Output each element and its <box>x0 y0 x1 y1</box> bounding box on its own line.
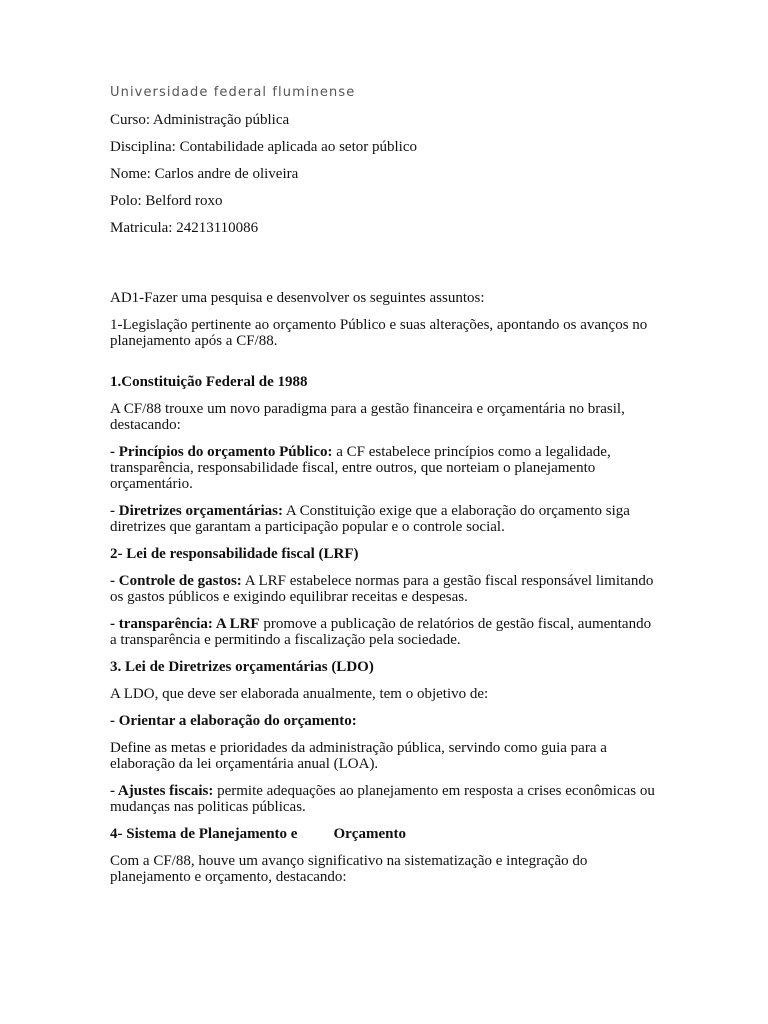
section3-item1-label-line <box>110 713 658 729</box>
section2-item1-text: A LRF estabelece normas para a gestão fiscal responsável limitando os gastos públicos e exigindo equilibrar receitas e despesas. <box>110 573 654 605</box>
section2-item1 <box>110 573 658 605</box>
section1-heading-text: 1.Constituição Federal de 1988 <box>110 374 308 390</box>
section3-intro: A LDO, que deve ser elaborada anualmente, tem o objetivo de: <box>110 686 489 702</box>
section1-item1-text: a CF estabelece princípios como a legalidade, transparência, responsabilidade fiscal, entre outros, que norteiam o planejamento orçamentário. <box>110 444 611 492</box>
section3-heading-text: 3. Lei de Diretrizes orçamentárias (LDO) <box>110 659 374 675</box>
section3-item1-label: - Orientar a elaboração do orçamento: <box>110 713 357 729</box>
document-page <box>110 84 658 896</box>
assignment-question: 1-Legislação pertinente ao orçamento Público e suas alterações, apontando os avanços no planejamento após a CF/88. <box>110 317 648 349</box>
university-name: Universidade federal fluminense <box>110 85 356 100</box>
section4-heading-part2: Orçamento <box>333 826 406 842</box>
section1-intro: A CF/88 trouxe um novo paradigma para a gestão financeira e orçamentária no brasil, destacando: <box>110 401 625 433</box>
pole-line: Polo: Belford roxo <box>110 193 223 209</box>
discipline-line: Disciplina: Contabilidade aplicada ao setor público <box>110 139 417 155</box>
section2-item2-text: promove a publicação de relatórios de gestão fiscal, aumentando a transparência e permitindo a fiscalização pela sociedade. <box>110 616 652 648</box>
assignment-title: AD1-Fazer uma pesquisa e desenvolver os seguintes assuntos: <box>110 290 485 306</box>
section3-heading <box>110 659 658 675</box>
section2-heading <box>110 546 658 562</box>
section2-item1-label: - Controle de gastos: <box>110 573 242 589</box>
section4-heading-part1: 4- Sistema de Planejamento e <box>110 826 298 842</box>
section3-item2-text: permite adequações ao planejamento em resposta a crises econômicas ou mudanças nas politicas públicas. <box>110 783 655 815</box>
section1-item1 <box>110 444 658 492</box>
section4-intro: Com a CF/88, houve um avanço significativo na sistematização e integração do planejamento e orçamento, destacando: <box>110 853 588 885</box>
section2-item2-label: - transparência: A LRF <box>110 616 260 632</box>
course-line: Curso: Administração pública <box>110 112 290 128</box>
section3-item1-text: Define as metas e prioridades da administração pública, servindo como guia para a elaboração da lei orçamentária anual (LOA). <box>110 740 607 772</box>
registration-line: Matricula: 24213110086 <box>110 220 259 236</box>
section4-heading <box>110 826 658 842</box>
section3-item2-label: - Ajustes fiscais: <box>110 783 214 799</box>
section1-item2-label: - Diretrizes orçamentárias: <box>110 503 283 519</box>
section1-item2-text: A Constituição exige que a elaboração do orçamento siga diretrizes que garantam a participação popular e o controle social. <box>110 503 630 535</box>
student-name-line: Nome: Carlos andre de oliveira <box>110 166 299 182</box>
section1-item2 <box>110 503 658 535</box>
section2-heading-text: 2- Lei de responsabilidade fiscal (LRF) <box>110 546 359 562</box>
section2-item2 <box>110 616 658 648</box>
section1-item1-label: - Princípios do orçamento Público: <box>110 444 333 460</box>
section3-item2 <box>110 783 658 815</box>
section1-heading <box>110 374 658 390</box>
